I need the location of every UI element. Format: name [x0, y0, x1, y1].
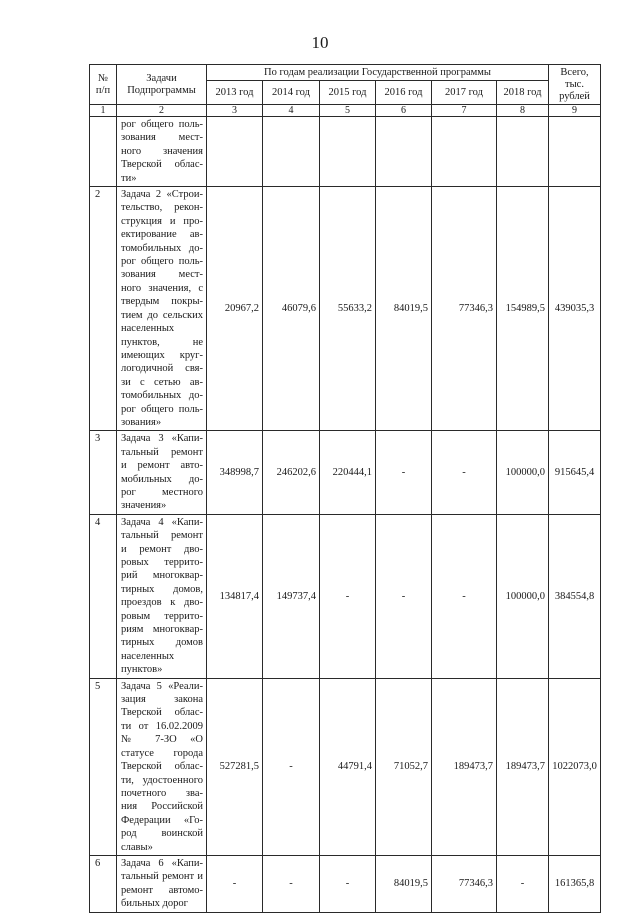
- task-text-line: Задача 5 «Реали-: [121, 680, 203, 692]
- task-text-line: тирных домов,: [121, 583, 203, 595]
- year-value: 55633,2: [320, 187, 376, 431]
- task-text-line: томобильных до-: [121, 390, 203, 402]
- task-text-line: зования мест-: [121, 132, 203, 144]
- task-text-line: ного значения: [121, 145, 203, 157]
- row-number: 4: [90, 514, 117, 678]
- year-value: 189473,7: [497, 678, 549, 855]
- year-value: 100000,0: [497, 514, 549, 678]
- header-total: Всего, тыс. рублей: [549, 65, 601, 105]
- task-text-line: зи с сетью ав-: [121, 376, 203, 388]
- task-text-line: зования мест-: [121, 269, 203, 281]
- table-row: [90, 431, 601, 514]
- year-value: 100000,0: [497, 431, 549, 514]
- year-value: 134817,4: [207, 514, 263, 678]
- year-value: [376, 117, 432, 187]
- task-text-line: зация закона: [121, 694, 203, 706]
- task-text-line: и ремонт дво-: [121, 543, 203, 555]
- task-text-line: ти от 16.02.2009: [121, 720, 203, 732]
- header-row-top: [90, 65, 601, 81]
- year-value: 189473,7: [432, 678, 497, 855]
- task-text-line: ния Российской: [121, 801, 203, 813]
- year-value: -: [376, 514, 432, 678]
- header-year: 2015 год: [320, 81, 376, 105]
- row-total: 1022073,0: [549, 678, 601, 855]
- year-value: [263, 117, 320, 187]
- header-year: 2017 год: [432, 81, 497, 105]
- task-name: [117, 187, 207, 431]
- header-year: 2016 год: [376, 81, 432, 105]
- task-name: [117, 431, 207, 514]
- column-number: 4: [263, 105, 320, 117]
- task-text-line: твердым покры-: [121, 296, 203, 308]
- task-text-line: струкция и про-: [121, 215, 203, 227]
- task-text-line: риям многоквар-: [121, 624, 203, 636]
- year-value: -: [320, 855, 376, 912]
- task-text-line: Тверской облас-: [121, 761, 203, 773]
- task-name: [117, 514, 207, 678]
- table-row: [90, 117, 601, 187]
- page-number: 10: [311, 33, 329, 52]
- task-text-line: ного значения, с: [121, 282, 203, 294]
- row-number: 5: [90, 678, 117, 855]
- year-value: 46079,6: [263, 187, 320, 431]
- task-name: [117, 678, 207, 855]
- year-value: 246202,6: [263, 431, 320, 514]
- header-years-group: По годам реализации Государственной программы: [207, 65, 549, 81]
- task-text-line: Задача 3 «Капи-: [121, 433, 203, 445]
- task-text-line: Задача 2 «Строи-: [121, 189, 203, 201]
- year-value: 44791,4: [320, 678, 376, 855]
- header-year: 2014 год: [263, 81, 320, 105]
- program-funding-table: [89, 64, 601, 913]
- task-text-line: ровым террито-: [121, 610, 203, 622]
- task-name: [117, 855, 207, 912]
- task-text-line: рог общего поль-: [121, 256, 203, 268]
- year-value: 77346,3: [432, 187, 497, 431]
- task-text-line: и ремонт авто-: [121, 460, 203, 472]
- task-text-line: славы»: [121, 841, 153, 853]
- header-year: 2013 год: [207, 81, 263, 105]
- table-row: [90, 678, 601, 855]
- column-number: 6: [376, 105, 432, 117]
- task-text-line: Задача 6 «Капи-: [121, 857, 203, 869]
- task-text-line: пунктов»: [121, 664, 163, 676]
- task-text-line: пунктов, не: [121, 336, 203, 348]
- table-header: [90, 65, 601, 117]
- year-value: -: [497, 855, 549, 912]
- year-value: 77346,3: [432, 855, 497, 912]
- task-text-line: Федерации «Го-: [121, 814, 203, 826]
- year-value: 71052,7: [376, 678, 432, 855]
- task-text-line: № 7-ЗО «О: [121, 734, 203, 746]
- header-tasks: Задачи Подпрограммы: [117, 65, 207, 105]
- table-row: [90, 514, 601, 678]
- task-text-line: имеющих круг-: [121, 349, 203, 361]
- year-value: -: [376, 431, 432, 514]
- year-value: [207, 117, 263, 187]
- year-value: 149737,4: [263, 514, 320, 678]
- column-number: 3: [207, 105, 263, 117]
- year-value: -: [432, 431, 497, 514]
- task-text-line: тальный ремонт: [121, 446, 203, 458]
- task-text-line: населенных: [121, 323, 175, 335]
- row-total: 439035,3: [549, 187, 601, 431]
- task-text-line: населенных: [121, 650, 175, 662]
- year-value: 527281,5: [207, 678, 263, 855]
- task-text-line: ти»: [121, 172, 137, 184]
- row-total: 915645,4: [549, 431, 601, 514]
- row-number: [90, 117, 117, 187]
- table-row: [90, 855, 601, 912]
- row-total: 161365,8: [549, 855, 601, 912]
- task-text-line: почетного зва-: [121, 787, 203, 799]
- task-text-line: ремонт автомо-: [121, 884, 203, 896]
- row-number: 3: [90, 431, 117, 514]
- task-text-line: рог местного: [121, 486, 203, 498]
- column-number: 8: [497, 105, 549, 117]
- task-text-line: тием до сельских: [121, 309, 203, 321]
- year-value: 84019,5: [376, 855, 432, 912]
- table-row: [90, 187, 601, 431]
- task-text-line: ровых террито-: [121, 557, 203, 568]
- year-value: 154989,5: [497, 187, 549, 431]
- task-text-line: рог общего поль-: [121, 403, 203, 415]
- header-num: № п/п: [90, 65, 117, 105]
- task-text-line: томобильных до-: [121, 242, 203, 254]
- task-text-line: Задача 4 «Капи-: [121, 516, 203, 528]
- task-text-line: тельство, рекон-: [121, 202, 203, 214]
- task-text-line: статусе города: [121, 747, 203, 759]
- year-value: -: [263, 678, 320, 855]
- year-value: 84019,5: [376, 187, 432, 431]
- year-value: -: [432, 514, 497, 678]
- task-text-line: Тверской облас-: [121, 707, 203, 719]
- header-year: 2018 год: [497, 81, 549, 105]
- task-text-line: ти, удостоенного: [121, 774, 203, 786]
- task-text-line: мобильных до-: [121, 473, 203, 485]
- task-text-line: бильных дорог: [121, 898, 188, 910]
- row-number: 6: [90, 855, 117, 912]
- year-value: 348998,7: [207, 431, 263, 514]
- task-text-line: тальный ремонт: [121, 530, 203, 542]
- column-number: 2: [117, 105, 207, 117]
- task-text-line: логодичной свя-: [121, 363, 203, 375]
- column-number: 9: [549, 105, 601, 117]
- column-number: 1: [90, 105, 117, 117]
- year-value: [497, 117, 549, 187]
- year-value: -: [207, 855, 263, 912]
- year-value: [320, 117, 376, 187]
- task-name: [117, 117, 207, 187]
- task-text-line: значения»: [121, 500, 167, 512]
- year-value: 20967,2: [207, 187, 263, 431]
- year-value: [432, 117, 497, 187]
- header-row-numbers: [90, 105, 601, 117]
- task-text-line: род воинской: [121, 828, 203, 840]
- table-body: [90, 117, 601, 913]
- task-text-line: ектирование ав-: [121, 229, 203, 241]
- task-text-line: зования»: [121, 416, 162, 428]
- year-value: 220444,1: [320, 431, 376, 514]
- task-text-line: тальный ремонт и: [121, 871, 203, 883]
- task-text-line: проездов к дво-: [121, 597, 203, 609]
- row-total: 384554,8: [549, 514, 601, 678]
- row-number: 2: [90, 187, 117, 431]
- row-total: [549, 117, 601, 187]
- task-text-line: рий многоквар-: [121, 570, 203, 582]
- task-text-line: тирных домов: [121, 637, 203, 649]
- year-value: -: [320, 514, 376, 678]
- task-text-line: Тверской облас-: [121, 159, 203, 171]
- task-text-line: рог общего поль-: [121, 119, 203, 130]
- column-number: 7: [432, 105, 497, 117]
- year-value: -: [263, 855, 320, 912]
- column-number: 5: [320, 105, 376, 117]
